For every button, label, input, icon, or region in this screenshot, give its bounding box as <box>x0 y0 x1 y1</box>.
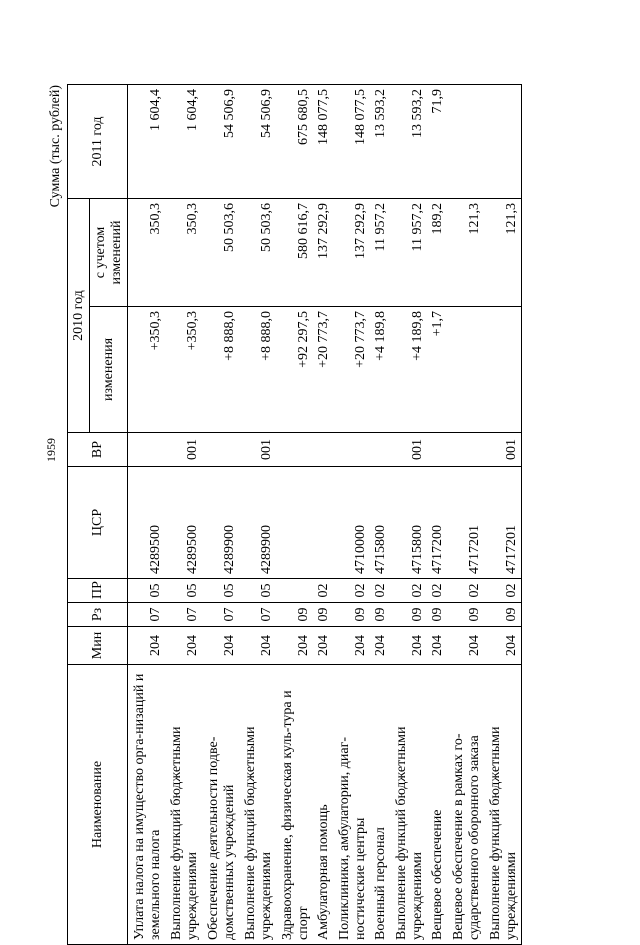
cell-with-changes: 580 616,7 <box>276 199 313 307</box>
col-header-min: Мин <box>68 627 128 665</box>
col-header-csr: ЦСР <box>68 467 128 579</box>
table-row <box>390 85 427 945</box>
cell-vr: 001 <box>239 433 276 467</box>
cell-changes: +20 773,7 <box>333 307 370 433</box>
cell-min: 204 <box>276 627 313 665</box>
cell-changes: +4 189,8 <box>390 307 427 433</box>
table-row <box>484 85 522 945</box>
cell-rz: 07 <box>165 603 202 627</box>
cell-changes: +8 888,0 <box>202 307 239 433</box>
cell-rz: 07 <box>128 603 166 627</box>
cell-with-changes: 50 503,6 <box>239 199 276 307</box>
cell-vr: 001 <box>484 433 522 467</box>
cell-name: Уплата налога на имущество орга-низаций и земельного налога <box>128 665 166 945</box>
cell-csr <box>276 467 313 579</box>
cell-pr: 02 <box>484 579 522 603</box>
cell-min: 204 <box>447 627 484 665</box>
cell-changes: +20 773,7 <box>313 307 333 433</box>
cell-csr: 4717200 <box>427 467 447 579</box>
col-header-pr: ПР <box>68 579 128 603</box>
cell-name: Обеспечение деятельности подве-домственных учреждений <box>202 665 239 945</box>
cell-csr: 4717201 <box>484 467 522 579</box>
cell-name: Вещевое обеспечение в рамках го-сударственного оборонного заказа <box>447 665 484 945</box>
cell-rz: 07 <box>239 603 276 627</box>
cell-rz: 09 <box>333 603 370 627</box>
table-row <box>333 85 370 945</box>
table-row <box>239 85 276 945</box>
cell-vr <box>313 433 333 467</box>
cell-changes <box>447 307 484 433</box>
cell-name: Выполнение функций бюджетными учреждениями <box>239 665 276 945</box>
cell-changes: +4 189,8 <box>370 307 390 433</box>
cell-min: 204 <box>370 627 390 665</box>
cell-vr <box>128 433 166 467</box>
cell-csr: 4710000 <box>333 467 370 579</box>
cell-rz: 07 <box>202 603 239 627</box>
cell-name: Поликлиники, амбулатории, диаг-ностические центры <box>333 665 370 945</box>
cell-pr: 02 <box>447 579 484 603</box>
cell-vr <box>333 433 370 467</box>
cell-min: 204 <box>313 627 333 665</box>
cell-with-changes: 11 957,2 <box>390 199 427 307</box>
table-row <box>370 85 390 945</box>
cell-2011: 148 077,5 <box>333 85 370 199</box>
cell-2011: 1 604,4 <box>128 85 166 199</box>
cell-vr <box>276 433 313 467</box>
cell-csr: 4289900 <box>239 467 276 579</box>
cell-2011: 71,9 <box>427 85 447 199</box>
cell-rz: 09 <box>427 603 447 627</box>
cell-2011: 54 506,9 <box>239 85 276 199</box>
cell-with-changes: 50 503,6 <box>202 199 239 307</box>
cell-2011: 13 593,2 <box>370 85 390 199</box>
cell-2011: 13 593,2 <box>390 85 427 199</box>
cell-vr <box>447 433 484 467</box>
page-number: 1959 <box>44 438 58 462</box>
cell-csr: 4717201 <box>447 467 484 579</box>
cell-vr <box>427 433 447 467</box>
cell-with-changes: 121,3 <box>484 199 522 307</box>
cell-2011 <box>484 85 522 199</box>
col-header-rz: Рз <box>68 603 128 627</box>
cell-2011: 54 506,9 <box>202 85 239 199</box>
cell-changes: +92 297,5 <box>276 307 313 433</box>
cell-with-changes: 11 957,2 <box>370 199 390 307</box>
cell-vr: 001 <box>390 433 427 467</box>
table-row <box>447 85 484 945</box>
cell-csr: 4289900 <box>202 467 239 579</box>
col-header-vr: ВР <box>68 433 128 467</box>
cell-rz: 09 <box>390 603 427 627</box>
cell-changes: +350,3 <box>128 307 166 433</box>
cell-2011: 148 077,5 <box>313 85 333 199</box>
cell-name: Выполнение функций бюджетными учреждениями <box>165 665 202 945</box>
cell-vr <box>370 433 390 467</box>
cell-min: 204 <box>390 627 427 665</box>
cell-name: Выполнение функций бюджетными учреждениями <box>484 665 522 945</box>
cell-vr <box>202 433 239 467</box>
cell-2011 <box>447 85 484 199</box>
cell-name: Выполнение функций бюджетными учреждениями <box>390 665 427 945</box>
cell-with-changes: 121,3 <box>447 199 484 307</box>
cell-rz: 09 <box>447 603 484 627</box>
table-row <box>427 85 447 945</box>
cell-with-changes: 350,3 <box>165 199 202 307</box>
cell-pr: 02 <box>370 579 390 603</box>
cell-with-changes: 189,2 <box>427 199 447 307</box>
cell-with-changes: 137 292,9 <box>313 199 333 307</box>
cell-pr: 02 <box>313 579 333 603</box>
cell-min: 204 <box>202 627 239 665</box>
cell-name: Амбулаторная помощь <box>313 665 333 945</box>
cell-rz: 09 <box>484 603 522 627</box>
cell-csr <box>313 467 333 579</box>
cell-changes: +1,7 <box>427 307 447 433</box>
cell-csr: 4715800 <box>370 467 390 579</box>
col-header-2010: 2010 год <box>68 199 90 433</box>
cell-min: 204 <box>427 627 447 665</box>
cell-changes <box>484 307 522 433</box>
rotated-page-content <box>45 85 605 945</box>
cell-min: 204 <box>128 627 166 665</box>
cell-rz: 09 <box>313 603 333 627</box>
cell-pr: 05 <box>202 579 239 603</box>
col-header-with-changes: с учетом изменений <box>90 199 128 307</box>
table-row <box>165 85 202 945</box>
cell-name: Военный персонал <box>370 665 390 945</box>
col-header-name: Наименование <box>68 665 128 945</box>
table-row <box>128 85 166 945</box>
cell-vr: 001 <box>165 433 202 467</box>
cell-csr: 4289500 <box>165 467 202 579</box>
cell-pr: 05 <box>239 579 276 603</box>
cell-pr <box>276 579 313 603</box>
cell-2011: 675 680,5 <box>276 85 313 199</box>
cell-pr: 02 <box>333 579 370 603</box>
cell-min: 204 <box>165 627 202 665</box>
cell-2011: 1 604,4 <box>165 85 202 199</box>
cell-pr: 05 <box>165 579 202 603</box>
col-header-changes: изменения <box>90 307 128 433</box>
table-row <box>276 85 313 945</box>
cell-with-changes: 350,3 <box>128 199 166 307</box>
cell-name: Здравоохранение, физическая куль-тура и спорт <box>276 665 313 945</box>
cell-changes: +8 888,0 <box>239 307 276 433</box>
unit-label: Сумма (тыс. рублей) <box>48 85 63 208</box>
cell-pr: 02 <box>427 579 447 603</box>
budget-table <box>67 84 522 945</box>
cell-min: 204 <box>239 627 276 665</box>
cell-changes: +350,3 <box>165 307 202 433</box>
cell-rz: 09 <box>370 603 390 627</box>
table-row <box>313 85 333 945</box>
cell-pr: 05 <box>128 579 166 603</box>
cell-min: 204 <box>484 627 522 665</box>
cell-csr: 4715800 <box>390 467 427 579</box>
cell-csr: 4289500 <box>128 467 166 579</box>
table-row <box>202 85 239 945</box>
cell-min: 204 <box>333 627 370 665</box>
cell-name: Вещевое обеспечение <box>427 665 447 945</box>
cell-with-changes: 137 292,9 <box>333 199 370 307</box>
cell-rz: 09 <box>276 603 313 627</box>
col-header-2011: 2011 год <box>68 85 128 199</box>
cell-pr: 02 <box>390 579 427 603</box>
